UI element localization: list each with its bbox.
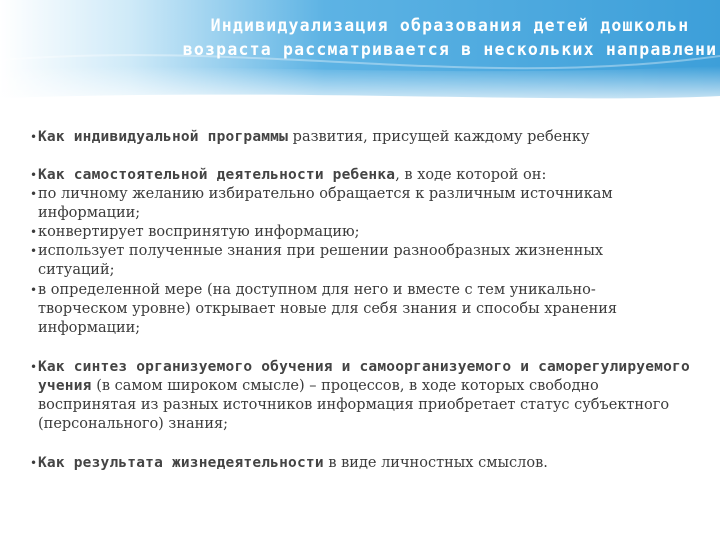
- title-banner: [0, 0, 720, 108]
- item-text: (в самом широком смысле) – процессов, в ходе которых свободно воспринятая из разных источников информация приобретает статус субъектного (персонального) знания;: [38, 378, 670, 432]
- item-emphasis: Как синтез организуемого обучения и самоорганизуемого и саморегулируемого учения: [38, 359, 690, 394]
- item-emphasis: Как самостоятельной деятельности ребенка: [38, 167, 396, 183]
- item-text: конвертирует воспринятую информацию;: [38, 224, 360, 240]
- bullet-icon: •: [30, 360, 38, 374]
- item-text: использует полученные знания при решении разнообразных жизненных ситуаций;: [38, 243, 604, 278]
- item-text: развития, присущей каждому ребенку: [288, 129, 590, 145]
- bullet-icon: •: [30, 244, 38, 258]
- item-text: в виде личностных смыслов.: [323, 455, 548, 471]
- item-emphasis: Как индивидуальной программы: [38, 129, 289, 145]
- bullet-icon: •: [30, 130, 38, 144]
- item-text: , в ходе которой он:: [395, 167, 547, 183]
- bullet-icon: •: [30, 225, 38, 239]
- bullet-icon: •: [30, 187, 38, 201]
- slide-title: [150, 14, 720, 62]
- title-line-1: Индивидуализация образования детей дошкольн: [210, 16, 690, 35]
- item-text: по личному желанию избирательно обращается к различным источникам информации;: [38, 186, 613, 221]
- item-text: в определенной мере (на доступном для него и вместе с тем уникально- творческом уровне) открывает новые для себя знания и способы хранения информации;: [38, 282, 618, 336]
- bullet-list: [0, 126, 720, 540]
- item-emphasis: Как результата жизнедеятельности: [38, 455, 324, 471]
- bullet-icon: •: [30, 168, 38, 182]
- bullet-icon: •: [30, 283, 38, 297]
- bullet-icon: •: [30, 456, 38, 470]
- title-line-2: возраста рассматривается в нескольких направлени: [182, 40, 718, 59]
